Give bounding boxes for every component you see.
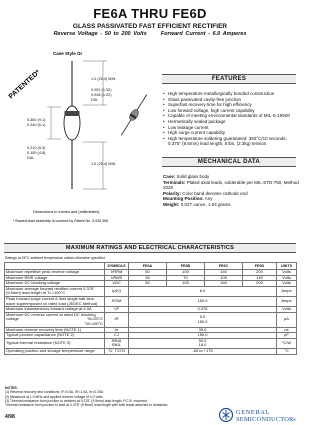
reverse-voltage-text: Reverse Voltage - 50 to 200 Volts bbox=[53, 31, 147, 37]
mech-row-mounting: Mounting Position: Any bbox=[163, 196, 213, 202]
registered-mark: ® bbox=[293, 417, 296, 422]
patent-note: * Brazed-lead assembly is covered by Patent No. 3,930,306 bbox=[13, 219, 109, 223]
list-item: • Capable of meeting environmental standards of MIL-S-19500 bbox=[163, 113, 299, 119]
mechanical-heading: MECHANICAL DATA bbox=[162, 157, 296, 167]
table-row: Maximum DC blocking voltage VDC 50 100 150 200 Volts bbox=[5, 281, 297, 287]
dim-body-len-1: 0.360 (9.1) bbox=[27, 118, 46, 122]
list-item: • High temperature metallurgically bonded construction bbox=[163, 91, 299, 97]
dim-body-dia-1: 0.210 (5.3) bbox=[27, 146, 46, 150]
list-item: • Glass passivated cavity-free junction bbox=[163, 97, 299, 103]
table-row: Maximum average forward rectified current 0.375" (9.5mm) lead length at TL=100°C I(AV) 6.0 Amps bbox=[5, 286, 297, 296]
ratings-note: Ratings at 25°C ambient temperature unless otherwise specified. bbox=[5, 256, 106, 260]
diode-photo bbox=[118, 93, 150, 138]
list-item: • Superfast recovery time for high efficiency bbox=[163, 102, 299, 108]
col-header-fe6a: FE6A bbox=[129, 263, 167, 270]
notes-section bbox=[5, 386, 295, 407]
col-header-fe6d: FE6D bbox=[243, 263, 277, 270]
table-row: Maximum reverse recovery time (NOTE 1) trr 35.0 ns bbox=[5, 327, 297, 333]
mech-row-terminals: Terminals: Plated axial leads, solderable per MIL-STD-750, Method 2026 bbox=[163, 179, 299, 191]
dim-body-len-2: 0.240 (6.1) bbox=[27, 123, 46, 127]
ratings-table bbox=[4, 262, 297, 355]
page-number: 4/98 bbox=[5, 414, 15, 420]
table-row: Maximum instantaneous forward voltage at 6.0A VF 0.975 Volts bbox=[5, 307, 297, 313]
forward-current-text: Forward Current - 6.0 Amperes bbox=[160, 31, 247, 37]
brand-line-2: SEMICONDUCTOR bbox=[236, 416, 294, 423]
col-header-fe6b: FE6B bbox=[167, 263, 205, 270]
dim-body-dia-2: 0.190 (4.8) bbox=[27, 151, 46, 155]
table-row: Maximum DC reverse current at rated DC blocking voltage TA=25°C TA=100°C IR 5.0 150.0 µA bbox=[5, 312, 297, 327]
list-item: • Low forward voltage, high current capability bbox=[163, 108, 299, 114]
general-semiconductor-logo bbox=[218, 407, 298, 423]
features-heading: FEATURES bbox=[162, 74, 296, 84]
dim-lead-dia-2: 0.048 (1.22) bbox=[91, 93, 112, 97]
note-item: (3) Thermal resistance from junction to ambient at 0.375" (9.5mm) lead length, P.C.B. mounted bbox=[5, 398, 147, 403]
notes-heading: NOTES: bbox=[5, 386, 18, 390]
page-subtitle: GLASS PASSIVATED FAST EFFICIENT RECTIFIER bbox=[72, 23, 228, 30]
patented-label: PATENTED* bbox=[7, 68, 42, 101]
features-list bbox=[163, 91, 299, 147]
list-item: • Hermetically sealed package bbox=[163, 119, 299, 125]
mech-row-weight: Weight: 0.027 ounce, 1.04 grams bbox=[163, 201, 231, 207]
list-item: • Low leakage current bbox=[163, 125, 299, 131]
dim-lead-dia-1: 0.052 (1.32) bbox=[91, 88, 112, 92]
table-row: Peak forward surge current 8.3ms single half sine-wave superimposed on rated load (JEDEC Method) IFSM 150.0 Amps bbox=[5, 296, 297, 306]
dim-body-dia-label: DIA. bbox=[27, 156, 35, 160]
page-title: FE6A THRU FE6D bbox=[93, 6, 207, 21]
table-row: Maximum repetitive peak reverse voltage VRRM 50 100 150 200 Volts bbox=[5, 270, 297, 276]
table-row: Operating junction and storage temperature range TJ, TSTG -65 to +175 °C bbox=[5, 348, 297, 354]
col-header-symbols: SYMBOLS bbox=[105, 263, 129, 270]
rating-summary bbox=[0, 31, 300, 37]
dim-lead-length-bottom: 1.0 (25.4) MIN. bbox=[91, 162, 117, 166]
dimensions-note: Dimensions in inches and (millimeters) bbox=[33, 209, 100, 214]
list-item: • High temperature soldering guaranteed: 350°C/10 seconds, 0.375" (9.5mm) lead length, 5 lbs. (2.3kg) tension bbox=[163, 136, 299, 147]
cathode-band bbox=[65, 111, 80, 116]
note-item: (1) Reverse recovery test conditions: IF=0.5A, IR=1.0A, Irr=0.25A bbox=[5, 390, 104, 395]
note-item: (2) Measured at 1.0 MHz and applied reverse voltage of 4.0 Volts bbox=[5, 394, 103, 399]
col-header-units: UNITS bbox=[277, 263, 297, 270]
brand-line-1: GENERAL bbox=[236, 409, 271, 416]
list-item: • High surge current capability bbox=[163, 130, 299, 136]
dim-lead-dia-label: DIA. bbox=[91, 98, 99, 102]
note-item: Thermal resistance from junction to lead at 0.375" (9.5mm) lead length with both leads attached to heatsinks bbox=[5, 403, 168, 408]
mech-row-polarity: Polarity: Color band denotes cathode end bbox=[163, 190, 248, 196]
col-header-fe6c: FE6C bbox=[205, 263, 243, 270]
table-row: Maximum RMS voltage VRMS 35 70 105 140 Volts bbox=[5, 275, 297, 281]
package-outline-drawing bbox=[3, 41, 153, 226]
max-ratings-heading: MAXIMUM RATINGS AND ELECTRICAL CHARACTERISTICS bbox=[4, 243, 296, 253]
mechanical-data bbox=[163, 174, 299, 208]
dim-lead-length-top: 1.0 (25.4) MIN. bbox=[91, 77, 117, 81]
case-style-label: Case Style GI bbox=[53, 51, 82, 56]
table-row: Typical thermal resistance (NOTE 3) RθJA RθJL 50.0 18.0 °C/W bbox=[5, 338, 297, 348]
mech-row-case: Case: Solid glass body bbox=[163, 174, 210, 179]
table-row: Typical junction capacitance (NOTE 2) CJ 150.0 pF bbox=[5, 333, 297, 339]
